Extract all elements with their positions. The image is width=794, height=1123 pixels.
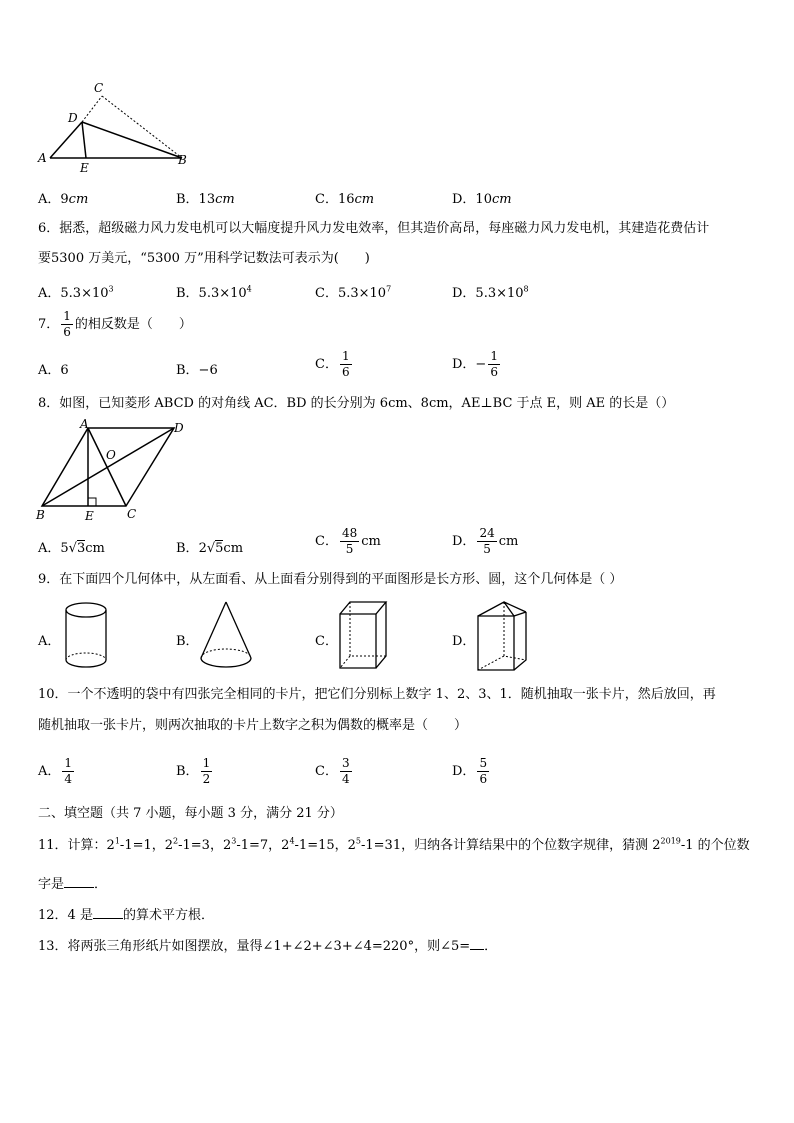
- q8-option-d[interactable]: D． $\frac{24}{5}$ cm: [452, 526, 519, 556]
- cylinder-icon: [60, 600, 112, 672]
- label-D: D: [68, 111, 78, 125]
- q6-stem-line2: 要5300 万美元，“5300 万”用科学记数法可表示为( ): [38, 251, 370, 266]
- q13-stem: 13．将两张三角形纸片如图摆放，量得∠1+∠2+∠3+∠4=220°，则∠5= ．: [38, 939, 498, 954]
- label-D: D: [174, 421, 184, 435]
- fraction: $\frac{1}{6}$: [341, 349, 350, 379]
- label-B: B: [36, 508, 45, 522]
- q9-option-b[interactable]: B．: [176, 634, 199, 649]
- q5-option-c[interactable]: C．16cm: [315, 192, 375, 207]
- q7-option-b[interactable]: B．−6: [176, 363, 218, 378]
- fraction: $\frac{1}{6}$: [63, 309, 71, 339]
- fraction: $\frac{24}{5}$: [479, 526, 495, 556]
- q11-stem-line1: 11．计算：$2^1-1=1$，$2^2-1=3$，$2^3-1=7$，$2^4-1=15$，$2^5-1=31$，归纳各计算结果中的个位数字规律，猜测 $2^{2019}-1$ 的个位数: [38, 836, 750, 853]
- fraction: $\frac{5}{6}$: [479, 756, 488, 786]
- fraction: $\frac{48}{5}$: [341, 526, 358, 556]
- q6-option-c[interactable]: C．$5.3\times 10^7$: [315, 284, 392, 301]
- q11-stem-line2: 字是 ．: [38, 877, 108, 892]
- label-C: C: [127, 507, 137, 521]
- sqrt-sign: √: [206, 541, 216, 556]
- q12-stem: 12．4 是 的算术平方根．: [38, 908, 214, 923]
- rhombus-figure-q8: [34, 416, 194, 526]
- q10-stem-line2: 随机抽取一张卡片，则两次抽取的卡片上数字之积为偶数的概率是（ ）: [38, 718, 468, 733]
- section-heading: 二、填空题（共 7 小题，每小题 3 分，满分 21 分）: [38, 806, 343, 821]
- q10-option-c[interactable]: C． $\frac{3}{4}$: [315, 756, 350, 786]
- label-E: E: [80, 161, 89, 175]
- q5-option-a[interactable]: A．9cm: [38, 192, 89, 207]
- label-E: E: [85, 509, 94, 523]
- fraction: $\frac{1}{2}$: [202, 756, 211, 786]
- q6-stem-line1: 6．据悉，超级磁力风力发电机可以大幅度提升风力发电效率，但其造价高昂，每座磁力风力发电机，其建造花费估计: [38, 221, 710, 236]
- answer-blank[interactable]: [470, 937, 484, 950]
- q7-option-c[interactable]: C． $\frac{1}{6}$: [315, 349, 350, 379]
- q7-stem: 7． $\frac{1}{6}$ 的相反数是（ ）: [38, 309, 192, 339]
- sqrt-sign: √: [68, 541, 77, 556]
- q6-option-d[interactable]: D．$5.3\times 10^8$: [452, 284, 529, 301]
- q10-option-b[interactable]: B． $\frac{1}{2}$: [176, 756, 211, 786]
- triangular-prism-icon: [474, 598, 530, 674]
- label-A: A: [38, 151, 47, 165]
- label-C: C: [94, 81, 104, 95]
- q10-option-a[interactable]: A． $\frac{1}{4}$: [38, 756, 73, 786]
- fraction: $\frac{1}{6}$: [490, 349, 498, 379]
- triangle-figure-q5: [36, 78, 196, 176]
- q9-stem: 9．在下面四个几何体中，从左面看、从上面看分别得到的平面图形是长方形、圆，这个几何体是（ ）: [38, 572, 623, 587]
- answer-blank[interactable]: [64, 875, 94, 888]
- q8-option-b[interactable]: B．2√5cm: [176, 541, 244, 556]
- q5-option-b[interactable]: B．13cm: [176, 192, 235, 207]
- q10-stem-line1: 10．一个不透明的袋中有四张完全相同的卡片，把它们分别标上数字 1、2、3、1．随机抽取一张卡片，然后放回，再: [38, 687, 716, 702]
- rectangular-prism-icon: [336, 598, 390, 674]
- q6-option-a[interactable]: A．$5.3\times 10^3$: [38, 284, 114, 301]
- q7-option-d[interactable]: D．− $\frac{1}{6}$: [452, 349, 498, 379]
- q9-option-c[interactable]: C．: [315, 634, 338, 649]
- q6-option-b[interactable]: B．$5.3\times 10^4$: [176, 284, 252, 301]
- q10-option-d[interactable]: D． $\frac{5}{6}$: [452, 756, 488, 786]
- q7-option-a[interactable]: A．6: [38, 363, 69, 378]
- label-O: O: [106, 448, 116, 462]
- cone-icon: [196, 598, 256, 674]
- answer-blank[interactable]: [93, 906, 123, 919]
- q8-option-c[interactable]: C． $\frac{48}{5}$ cm: [315, 526, 381, 556]
- q8-stem: 8．如图，已知菱形 ABCD 的对角线 AC．BD 的长分别为 6cm、8cm，AE⊥BC 于点 E，则 AE 的长是（）: [38, 396, 675, 411]
- fraction: $\frac{1}{4}$: [64, 756, 73, 786]
- label-B: B: [178, 153, 187, 167]
- fraction: $\frac{3}{4}$: [341, 756, 350, 786]
- q9-option-a[interactable]: A．: [38, 634, 61, 649]
- q8-option-a[interactable]: A．5√3cm: [38, 541, 105, 556]
- q5-option-d[interactable]: D．10cm: [452, 192, 512, 207]
- label-A: A: [80, 417, 89, 431]
- q9-option-d[interactable]: D．: [452, 634, 476, 649]
